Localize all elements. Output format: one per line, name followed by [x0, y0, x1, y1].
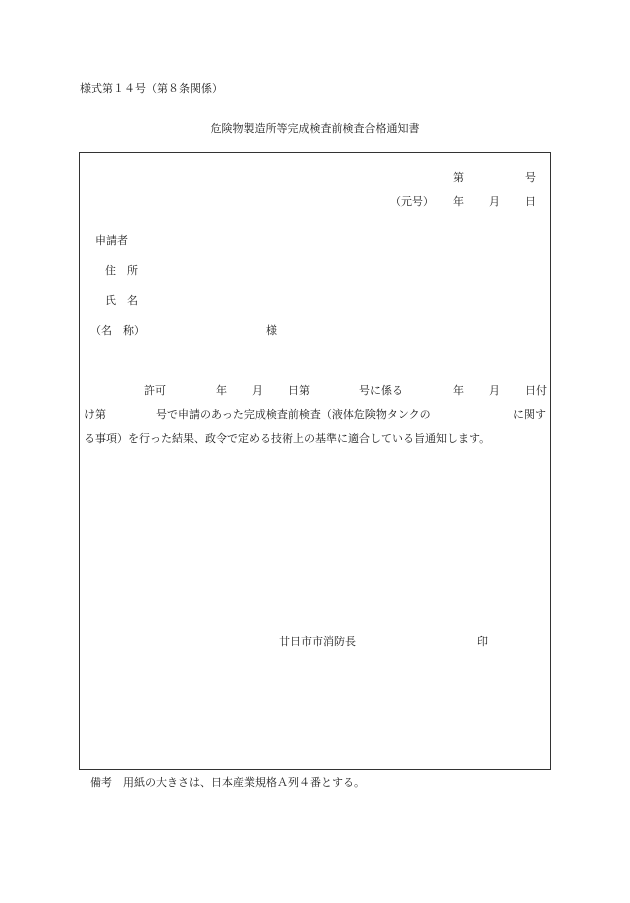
footnote: 備考 用紙の大きさは、日本産業規格Ａ列４番とする。 [90, 776, 365, 789]
body-year2: 年 [453, 384, 464, 397]
issuer-title: 廿日市市消防長 [279, 635, 356, 648]
body-go-kakaru: 号に係る [359, 384, 403, 397]
body-line2-text: 号で申請のあった完成検査前検査（液体危険物タンクの [156, 408, 431, 421]
document-title: 危険物製造所等完成検査前検査合格通知書 [210, 122, 420, 135]
body-year: 年 [216, 384, 227, 397]
header-go: 号 [525, 171, 536, 184]
body-month: 月 [252, 384, 263, 397]
body-line3: る事項）を行った結果、政令で定める技術上の基準に適合している旨通知します。 [84, 432, 491, 445]
body-kansu: に関す [513, 408, 546, 421]
form-frame [79, 152, 551, 770]
body-permit: 許可 [144, 384, 166, 397]
header-era: （元号） [390, 195, 434, 208]
seal-mark: 印 [477, 635, 488, 648]
applicant-heading: 申請者 [95, 234, 128, 247]
header-year: 年 [453, 195, 464, 208]
body-ke-dai: け第 [84, 408, 106, 421]
body-date-suffix: 日付 [525, 384, 547, 397]
address-label: 住 所 [105, 264, 138, 277]
body-month2: 月 [489, 384, 500, 397]
form-number: 様式第１４号（第８条関係） [80, 82, 223, 95]
body-day-number: 日第 [288, 384, 310, 397]
org-name-label: （名 称） [90, 324, 145, 337]
header-month: 月 [489, 195, 500, 208]
name-label: 氏 名 [105, 294, 138, 307]
header-day: 日 [525, 195, 536, 208]
honorific: 様 [266, 324, 277, 337]
header-dai: 第 [453, 171, 464, 184]
